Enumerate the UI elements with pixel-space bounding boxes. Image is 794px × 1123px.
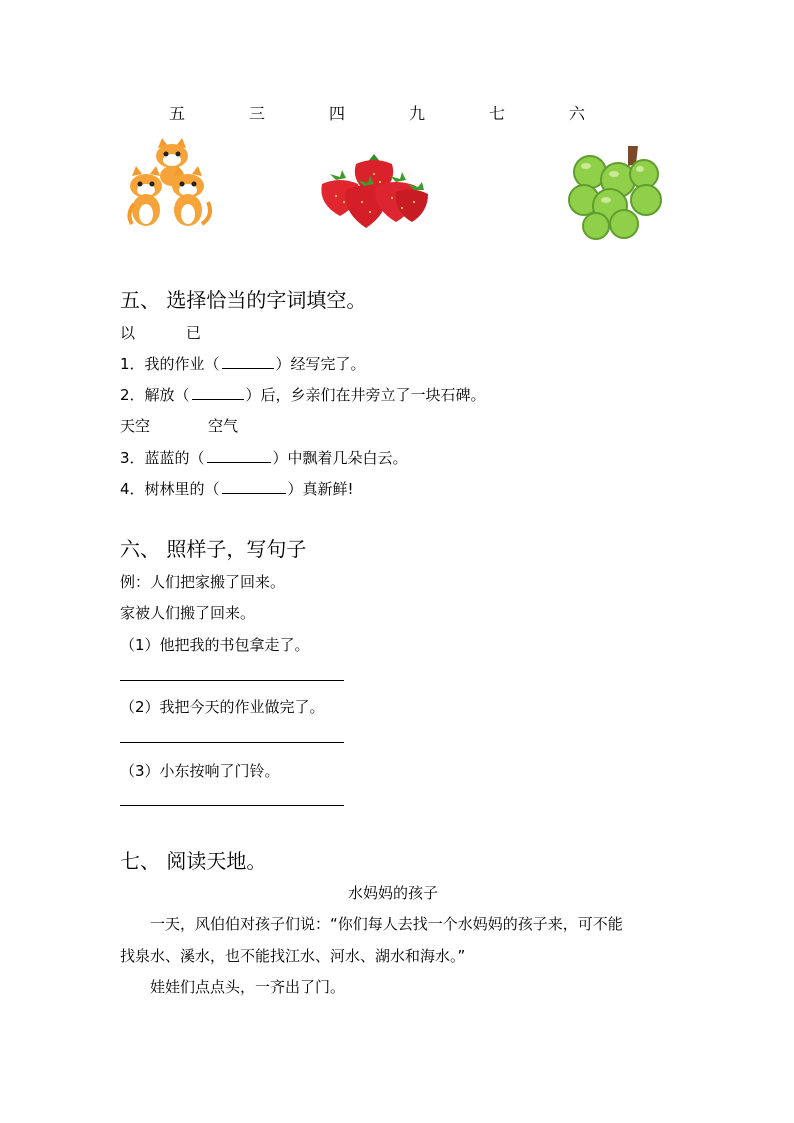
word-option-air: 空气 (208, 417, 239, 435)
question-2: 2．解放（ ）后，乡亲们在井旁立了一块石碑。 (120, 386, 486, 404)
numeral-5: 七 (489, 104, 506, 123)
answer-blank-1[interactable] (222, 354, 274, 369)
answer-line-2[interactable] (120, 742, 344, 743)
question-3: 3．蓝蓝的（ ）中飘着几朵白云。 (120, 449, 408, 467)
question-1: 1．我的作业（ ）经写完了。 (120, 355, 366, 373)
cat-right (172, 166, 210, 226)
word-option-sky: 天空 (120, 417, 151, 435)
answer-line-1[interactable] (120, 680, 344, 681)
numeral-1: 五 (169, 104, 186, 123)
answer-blank-2[interactable] (192, 385, 244, 400)
example-sentence-2: 家被人们搬了回来。 (120, 604, 256, 622)
question-4: 4．树林里的（ ）真新鲜! (120, 480, 354, 498)
rewrite-item-2: （2）我把今天的作业做完了。 (120, 698, 325, 716)
numeral-2: 三 (249, 104, 266, 123)
section5-title: 五、 选择恰当的字词填空。 (120, 288, 367, 312)
rewrite-item-1: （1）他把我的书包拿走了。 (120, 636, 310, 654)
answer-line-3[interactable] (120, 805, 344, 806)
cats-image (124, 138, 216, 232)
numeral-6: 六 (569, 104, 586, 123)
strawberries-image (316, 150, 432, 232)
answer-blank-3[interactable] (207, 448, 271, 463)
section6-title: 六、 照样子，写句子 (120, 537, 307, 561)
numeral-4: 九 (409, 104, 426, 123)
story-paragraph-2: 娃娃们点点头，一齐出了门。 (150, 978, 346, 996)
example-sentence-1: 例：人们把家搬了回来。 (120, 573, 286, 591)
word-option-yi3-already: 已 (186, 324, 202, 342)
word-option-yi3: 以 (120, 324, 136, 342)
rewrite-item-3: （3）小东按响了门铃。 (120, 762, 280, 780)
numeral-3: 四 (329, 104, 346, 123)
answer-blank-4[interactable] (222, 479, 286, 494)
cat-left (129, 166, 162, 226)
story-paragraph-1-line-2: 找泉水、溪水，也不能找江水、河水、湖水和海水。” (120, 947, 466, 965)
story-title: 水妈妈的孩子 (348, 884, 439, 902)
grapes-image (566, 144, 666, 240)
section7-title: 七、 阅读天地。 (120, 849, 267, 873)
story-paragraph-1-line-1: 一天，风伯伯对孩子们说：“你们每人去找一个水妈妈的孩子来，可不能 (150, 915, 623, 933)
